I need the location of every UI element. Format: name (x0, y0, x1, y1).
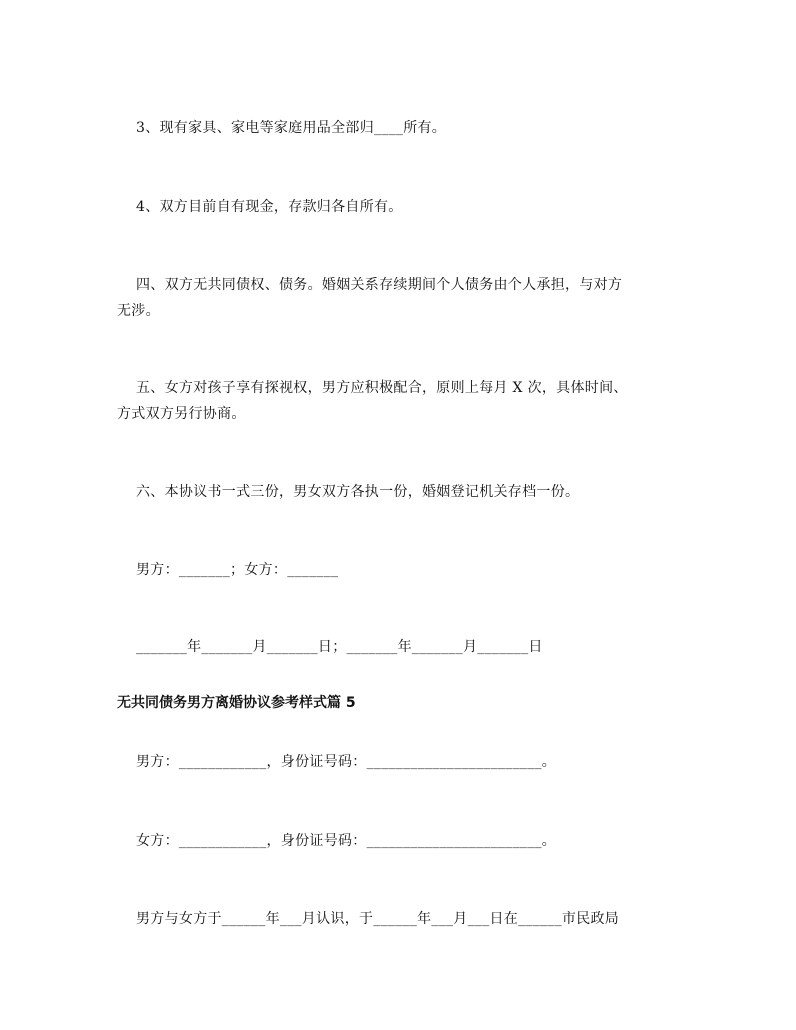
paragraph-visitation-line-1: 五、女方对孩子享有探视权，男方应积极配合，原则上每月 X 次，具体时间、 (117, 380, 628, 396)
paragraph-female-id: 女方：____________，身份证号码：________________________。 (117, 833, 557, 849)
section-heading: 无共同债务男方离婚协议参考样式篇 5 (117, 695, 356, 711)
paragraph-debts-line-1: 四、双方无共同债权、债务。婚姻关系存续期间个人债务由个人承担，与对方 (117, 277, 623, 293)
paragraph-copies: 六、本协议书一式三份，男女双方各执一份，婚姻登记机关存档一份。 (117, 484, 580, 500)
paragraph-meeting: 男方与女方于______年___月认识，于______年___月___日在______市民政局 (117, 911, 620, 927)
paragraph-furniture: 3、现有家具、家电等家庭用品全部归____所有。 (117, 120, 447, 136)
paragraph-cash: 4、双方目前自有现金，存款归各自所有。 (117, 199, 403, 215)
paragraph-male-id: 男方：____________，身份证号码：________________________。 (117, 754, 557, 770)
paragraph-dates: _______年_______月_______日；_______年_______月_______日 (117, 639, 543, 655)
paragraph-visitation-line-2: 方式双方另行协商。 (117, 406, 246, 422)
paragraph-signatures: 男方：_______；女方：_______ (117, 562, 339, 578)
paragraph-debts-line-2: 无涉。 (117, 303, 160, 319)
